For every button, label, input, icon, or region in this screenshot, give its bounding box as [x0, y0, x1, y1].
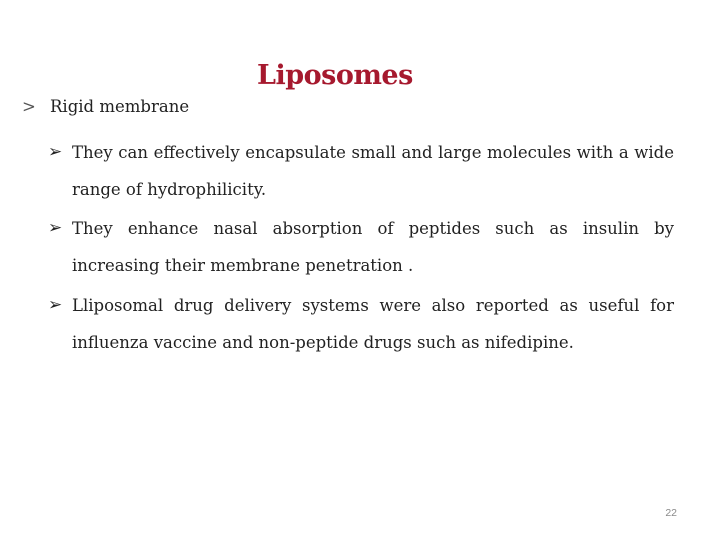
- bullet-item: [48, 134, 674, 208]
- slide-title: Liposomes: [257, 60, 413, 91]
- page-number: 22: [665, 507, 677, 519]
- arrow-bullet-icon: ➢: [48, 295, 63, 315]
- bullet-item: [48, 210, 674, 284]
- chevron-right-icon: >: [22, 97, 36, 116]
- bullet-item: [48, 287, 674, 361]
- arrow-bullet-icon: ➢: [48, 142, 63, 162]
- sub-item-text: Rigid membrane: [50, 97, 190, 116]
- sub-item-rigid-membrane: [22, 97, 189, 116]
- bullet-text: They enhance nasal absorption of peptides such as insulin by increasing their membrane penetration .: [72, 219, 674, 275]
- arrow-bullet-icon: ➢: [48, 218, 63, 238]
- bullet-text: Lliposomal drug delivery systems were also reported as useful for influenza vaccine and non-peptide drugs such as nifedipine.: [72, 296, 674, 352]
- bullet-text: They can effectively encapsulate small and large molecules with a wide range of hydrophilicity.: [72, 143, 674, 199]
